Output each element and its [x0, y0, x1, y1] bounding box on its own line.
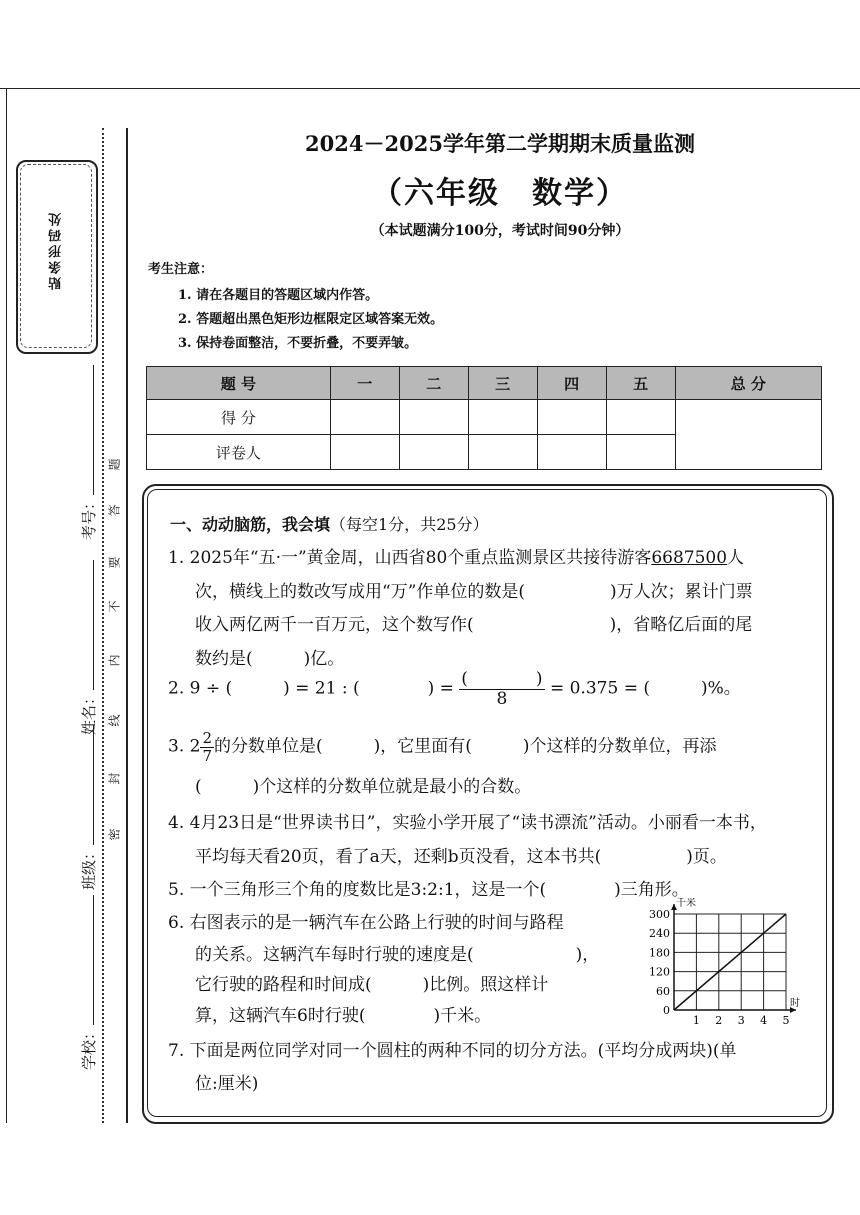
header-cell: 总 分 — [675, 367, 821, 400]
barcode-label: 贴条形码处 — [49, 210, 64, 290]
seal-char: 封 — [107, 772, 122, 785]
y-tick-label: 60 — [656, 984, 670, 998]
question-3-line2: ( )个这样的分数单位就是最小的合数。 — [195, 777, 532, 797]
y-axis-label: 千米 — [676, 898, 696, 909]
question-4-line2: 平均每天看20页，看了a天，还剩b页没看，这本书共( )页。 — [195, 847, 727, 867]
field-class[interactable]: 班级： — [78, 725, 99, 890]
total-score-cell[interactable] — [675, 400, 821, 470]
notice-item: 2. 答题超出黑色矩形边框限定区域答案无效。 — [178, 312, 444, 327]
question-1-line3: 收入两亿两千一百万元，这个数写作( )，省略亿后面的尾 — [195, 615, 753, 635]
question-7-line1: 7. 下面是两位同学对同一个圆柱的两种不同的切分方法。(平均分成两块)(单 — [168, 1041, 737, 1061]
question-5: 5. 一个三角形三个角的度数比是3:2:1，这是一个( )三角形。 — [168, 880, 689, 900]
section-points: （每空1分，共25分） — [330, 515, 489, 534]
x-tick-label: 2 — [715, 1014, 723, 1027]
question-2: 2. 9 ÷ ( ) = 21 : ( ) = $\frac{( )}{8}$ = 0.375 = ( )%。 — [168, 669, 741, 709]
score-cell[interactable] — [537, 400, 606, 435]
question-1-line1: 1. 2025年“五·一”黄金周，山西省80个重点监测景区共接待游客6687500人 — [168, 548, 745, 568]
x-tick-label: 4 — [760, 1014, 768, 1027]
binding-line — [126, 128, 128, 1123]
x-tick-label: 1 — [692, 1014, 700, 1027]
x-axis-label: 时 — [790, 998, 800, 1009]
header-cell: 二 — [399, 367, 468, 400]
series-line — [674, 914, 786, 1010]
seal-char: 线 — [107, 714, 122, 727]
question-7-line2: 位:厘米) — [195, 1074, 259, 1094]
header-cell: 四 — [537, 367, 606, 400]
section-title: 一、动动脑筋，我会填（每空1分，共25分） — [170, 515, 489, 534]
score-row — [147, 400, 822, 435]
question-4-line1: 4. 4月23日是“世界读书日”，实验小学开展了“读书漂流”活动。小丽看一本书， — [168, 813, 767, 833]
grader-cell[interactable] — [468, 435, 537, 470]
question-6-line3: 它行驶的路程和时间成( )比例。照这样计 — [195, 975, 549, 995]
field-exam-number[interactable]: 考号： — [78, 365, 99, 540]
notice-item: 1. 请在各题目的答题区域内作答。 — [178, 288, 379, 303]
y-tick-label: 120 — [649, 965, 670, 979]
score-cell[interactable] — [330, 400, 399, 435]
header-cell: 一 — [330, 367, 399, 400]
grader-cell[interactable] — [399, 435, 468, 470]
question-1-line2: 次，横线上的数改写成用“万”作单位的数是( )万人次；累计门票 — [195, 582, 753, 602]
grader-cell[interactable] — [537, 435, 606, 470]
score-table-header — [147, 367, 822, 400]
y-tick-label: 240 — [649, 927, 670, 941]
exam-subtitle: （六年级 数学） — [372, 176, 628, 211]
grader-cell[interactable] — [330, 435, 399, 470]
exam-note: （本试题满分100分，考试时间90分钟） — [370, 223, 630, 239]
score-cell[interactable] — [606, 400, 675, 435]
seal-char: 要 — [107, 556, 122, 569]
seal-char: 答 — [107, 504, 122, 517]
seal-char: 内 — [107, 654, 122, 667]
notice-item: 3. 保持卷面整洁，不要折叠，不要弄皱。 — [178, 336, 418, 351]
score-cell[interactable] — [468, 400, 537, 435]
score-cell[interactable] — [399, 400, 468, 435]
left-border — [6, 88, 7, 1123]
score-table — [146, 366, 822, 470]
question-1-line4: 数约是( )亿。 — [195, 649, 345, 669]
fraction: $\frac{2}{7}$ — [202, 729, 212, 765]
y-tick-label: 300 — [649, 908, 670, 921]
seal-dotted-line — [102, 128, 104, 1123]
grader-cell[interactable] — [606, 435, 675, 470]
x-tick-label: 3 — [737, 1014, 745, 1027]
field-name[interactable]: 姓名： — [78, 560, 99, 735]
x-tick-label: 5 — [782, 1014, 790, 1027]
header-cell: 三 — [468, 367, 537, 400]
header-cell: 五 — [606, 367, 675, 400]
row-label: 得 分 — [147, 400, 331, 435]
notice-heading: 考生注意： — [148, 262, 214, 277]
question-6-line4: 算，这辆汽车6时行驶( )千米。 — [195, 1006, 492, 1026]
top-border — [0, 88, 860, 89]
row-label: 评卷人 — [147, 435, 331, 470]
y-tick-label: 0 — [663, 1004, 670, 1017]
fraction: $\frac{( )}{8}$ — [461, 669, 543, 709]
seal-char: 密 — [107, 828, 122, 841]
field-school[interactable]: 学校： — [78, 895, 99, 1070]
exam-title: 2024－2025学年第二学期期末质量监测 — [305, 131, 695, 156]
seal-char: 不 — [107, 600, 122, 613]
question-6-line2: 的关系。这辆汽车每时行驶的速度是( )， — [195, 945, 600, 965]
question-3: 3. 2 $\frac{2}{7}$ 的分数单位是( )，它里面有( )个这样的分数单位，再添 — [168, 729, 717, 765]
distance-time-chart — [642, 898, 812, 1028]
question-6-line1: 6. 右图表示的是一辆汽车在公路上行驶的时间与路程 — [168, 913, 564, 933]
seal-char: 题 — [107, 458, 122, 471]
y-tick-label: 180 — [649, 946, 670, 960]
underlined-number: 6687500 — [651, 548, 728, 568]
header-cell: 题 号 — [147, 367, 331, 400]
